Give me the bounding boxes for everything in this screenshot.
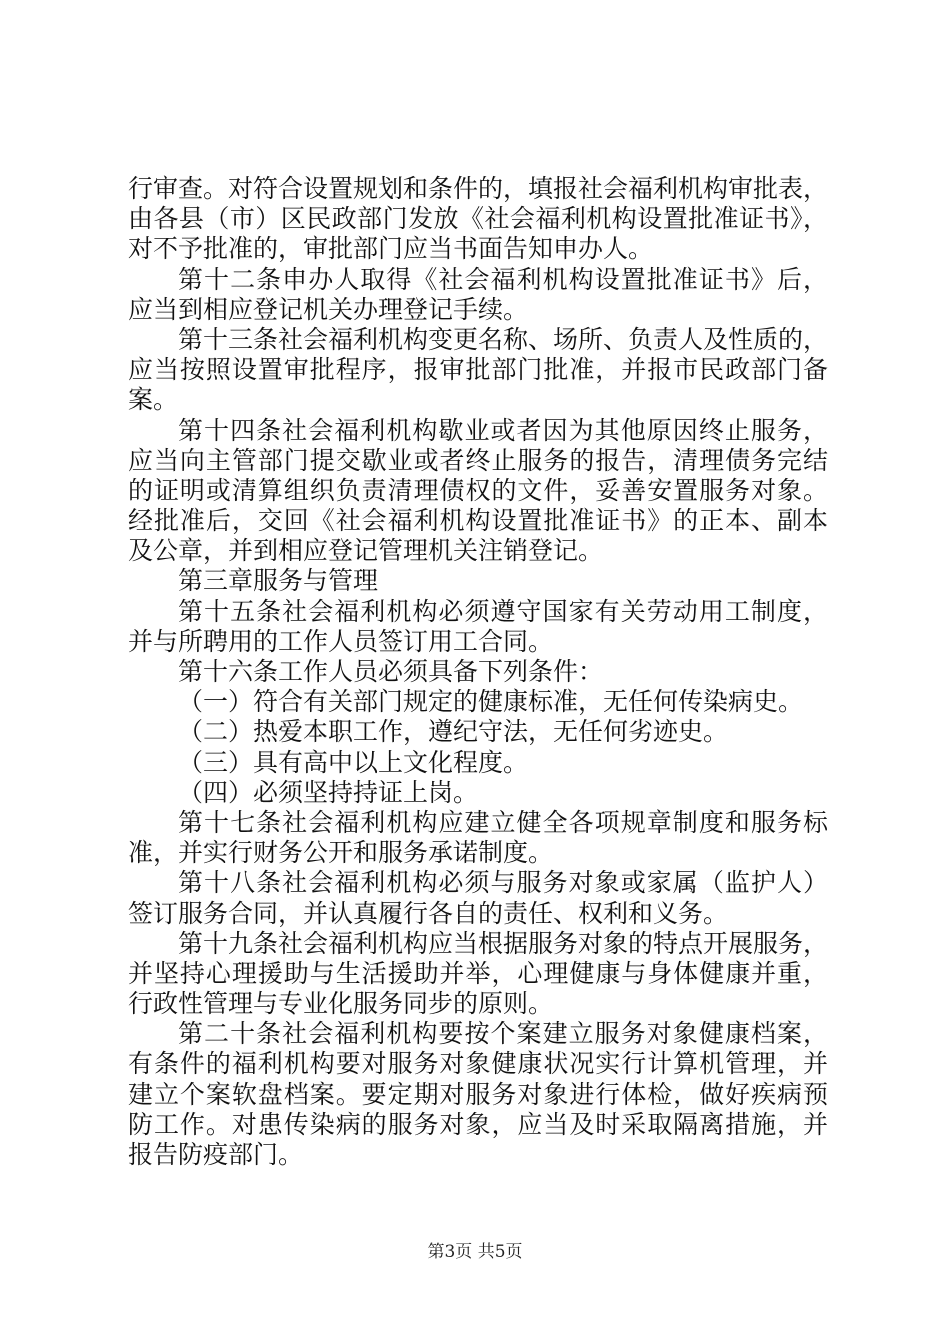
text-line: 应当按照设置审批程序，报审批部门批准，并报市民政部门备 (128, 355, 828, 385)
text-line: 准，并实行财务公开和服务承诺制度。 (128, 838, 554, 868)
text-line: 案。 (128, 385, 179, 415)
text-line: 第十二条申办人取得《社会福利机构设置批准证书》后， (178, 264, 828, 294)
text-line: 第十五条社会福利机构必须遵守国家有关劳动用工制度， (178, 596, 828, 626)
page-footer (0, 1241, 950, 1263)
text-line: 有条件的福利机构要对服务对象健康状况实行计算机管理，并 (128, 1049, 828, 1079)
text-line: 的证明或清算组织负责清理债权的文件，妥善安置服务对象。 (128, 475, 828, 505)
text-line: 第十四条社会福利机构歇业或者因为其他原因终止服务， (178, 415, 828, 445)
text-line: 行政性管理与专业化服务同步的原则。 (128, 989, 554, 1019)
text-line: 第三章服务与管理 (178, 566, 379, 596)
text-line: （三）具有高中以上文化程度。 (178, 747, 529, 777)
text-line: 并与所聘用的工作人员签订用工合同。 (128, 626, 554, 656)
text-line: 并坚持心理援助与生活援助并举，心理健康与身体健康并重， (128, 958, 828, 988)
document-body (128, 174, 828, 1170)
text-line: 报告防疫部门。 (128, 1140, 304, 1169)
page-number: 第3页 共5页 (427, 1242, 523, 1262)
text-line: 对不予批准的，审批部门应当书面告知申办人。 (128, 234, 654, 264)
text-line: （四）必须坚持持证上岗。 (178, 777, 479, 807)
text-line: 第二十条社会福利机构要按个案建立服务对象健康档案， (178, 1019, 828, 1049)
text-line: 第十八条社会福利机构必须与服务对象或家属（监护人） (178, 868, 828, 898)
text-line: 应当到相应登记机关办理登记手续。 (128, 294, 529, 324)
text-line: （一）符合有关部门规定的健康标准，无任何传染病史。 (178, 687, 804, 717)
text-line: 行审查。对符合设置规划和条件的，填报社会福利机构审批表， (128, 174, 829, 203)
text-line: 第十六条工作人员必须具备下列条件： (178, 657, 604, 686)
text-line: 第十七条社会福利机构应建立健全各项规章制度和服务标 (178, 807, 828, 837)
text-line: 及公章，并到相应登记管理机关注销登记。 (128, 536, 604, 566)
text-line: 第十三条社会福利机构变更名称、场所、负责人及性质的， (178, 324, 829, 354)
text-line: 经批准后，交回《社会福利机构设置批准证书》的正本、副本 (128, 506, 828, 536)
text-line: 签订服务合同，并认真履行各自的责任、权利和义务。 (128, 898, 729, 928)
text-line: 建立个案软盘档案。要定期对服务对象进行体检，做好疾病预 (128, 1079, 828, 1109)
text-line: 第十九条社会福利机构应当根据服务对象的特点开展服务， (178, 928, 829, 958)
text-line: 防工作。对患传染病的服务对象，应当及时采取隔离措施，并 (128, 1109, 828, 1139)
text-line: 应当向主管部门提交歇业或者终止服务的报告，清理债务完结 (128, 445, 828, 475)
text-line: 由各县（市）区民政部门发放《社会福利机构设置批准证书》， (128, 204, 828, 234)
text-line: （二）热爱本职工作，遵纪守法，无任何劣迹史。 (178, 717, 729, 747)
